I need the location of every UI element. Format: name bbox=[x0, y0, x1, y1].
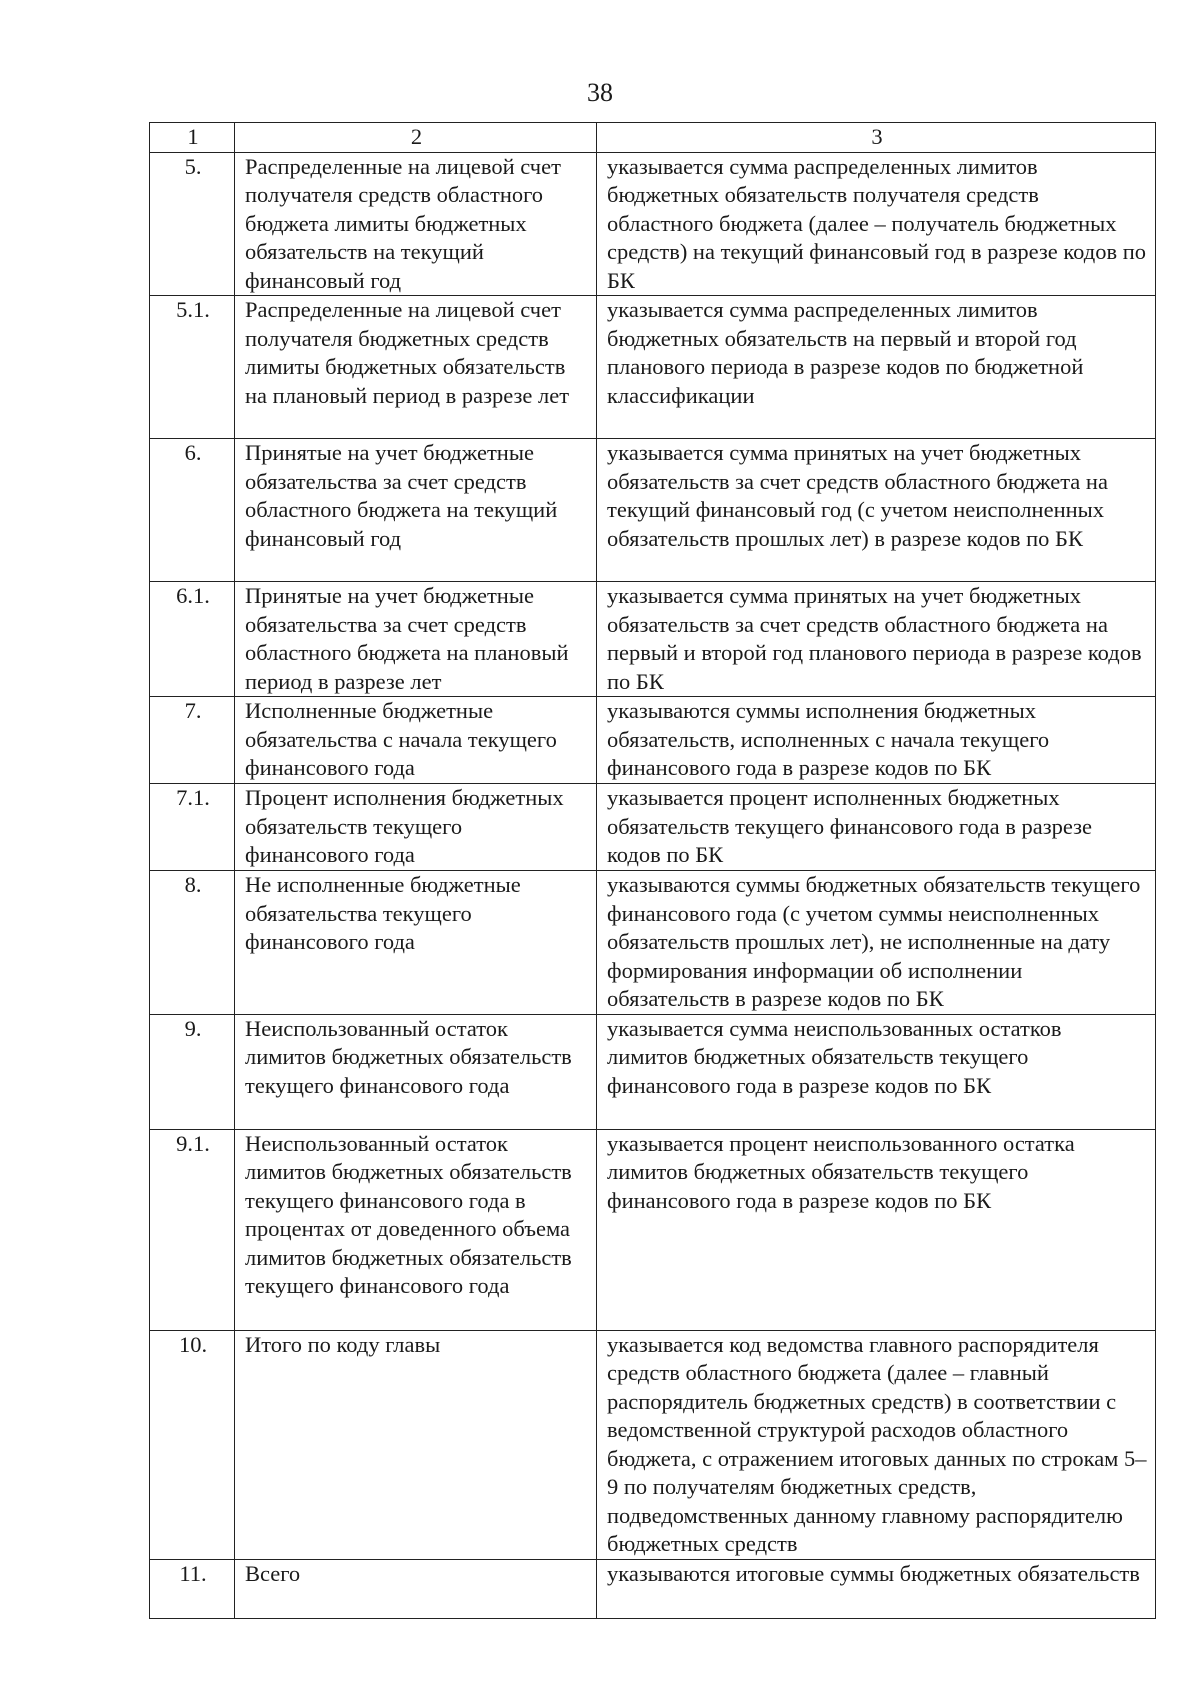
row-indicator-name: Процент исполнения бюджетных обязательств текущего финансового года bbox=[235, 784, 597, 871]
row-description: указываются суммы бюджетных обязательств текущего финансового года (с учетом суммы неисполненных обязательств прошлых лет), не исполненные на дату формирования информации об исполнении обязательств в разрезе кодов по БК bbox=[597, 871, 1156, 1015]
row-indicator-name: Распределенные на лицевой счет получателя бюджетных средств лимиты бюджетных обязательств на плановый период в разрезе лет bbox=[235, 296, 597, 439]
row-number: 5.1. bbox=[150, 296, 235, 439]
table-row bbox=[150, 697, 1156, 784]
row-description: указывается процент неиспользованного остатка лимитов бюджетных обязательств текущего финансового года в разрезе кодов по БК bbox=[597, 1129, 1156, 1330]
table-row bbox=[150, 439, 1156, 582]
row-number: 9. bbox=[150, 1014, 235, 1129]
row-description: указываются суммы исполнения бюджетных обязательств, исполненных с начала текущего финансового года в разрезе кодов по БК bbox=[597, 697, 1156, 784]
row-description: указывается сумма принятых на учет бюджетных обязательств за счет средств областного бюджета на текущий финансовый год (с учетом неисполненных обязательств прошлых лет) в разрезе кодов по БК bbox=[597, 439, 1156, 582]
row-indicator-name: Не исполненные бюджетные обязательства текущего финансового года bbox=[235, 871, 597, 1015]
table-row bbox=[150, 1559, 1156, 1618]
table-row bbox=[150, 784, 1156, 871]
table-row bbox=[150, 871, 1156, 1015]
row-indicator-name: Распределенные на лицевой счет получателя средств областного бюджета лимиты бюджетных обязательств на текущий финансовый год bbox=[235, 152, 597, 296]
page-number: 38 bbox=[587, 78, 613, 107]
header-col-1: 1 bbox=[150, 123, 235, 153]
table-row bbox=[150, 1014, 1156, 1129]
header-col-3: 3 bbox=[597, 123, 1156, 153]
row-number: 7.1. bbox=[150, 784, 235, 871]
row-indicator-name: Принятые на учет бюджетные обязательства за счет средств областного бюджета на текущий финансовый год bbox=[235, 439, 597, 582]
table-row bbox=[150, 296, 1156, 439]
row-description: указывается сумма принятых на учет бюджетных обязательств за счет средств областного бюджета на первый и второй год планового периода в разрезе кодов по БК bbox=[597, 582, 1156, 697]
row-number: 6. bbox=[150, 439, 235, 582]
budget-obligations-table bbox=[149, 122, 1156, 1619]
row-indicator-name: Итого по коду главы bbox=[235, 1330, 597, 1559]
table-row bbox=[150, 582, 1156, 697]
row-number: 8. bbox=[150, 871, 235, 1015]
row-description: указывается процент исполненных бюджетных обязательств текущего финансового года в разрезе кодов по БК bbox=[597, 784, 1156, 871]
row-indicator-name: Всего bbox=[235, 1559, 597, 1618]
table-header-row bbox=[150, 123, 1156, 153]
row-indicator-name: Принятые на учет бюджетные обязательства за счет средств областного бюджета на плановый период в разрезе лет bbox=[235, 582, 597, 697]
row-indicator-name: Неиспользованный остаток лимитов бюджетных обязательств текущего финансового года bbox=[235, 1014, 597, 1129]
row-number: 11. bbox=[150, 1559, 235, 1618]
row-number: 6.1. bbox=[150, 582, 235, 697]
row-description: указывается сумма распределенных лимитов бюджетных обязательств получателя средств областного бюджета (далее – получатель бюджетных средств) на текущий финансовый год в разрезе кодов по БК bbox=[597, 152, 1156, 296]
row-description: указывается сумма распределенных лимитов бюджетных обязательств на первый и второй год планового периода в разрезе кодов по бюджетной классификации bbox=[597, 296, 1156, 439]
row-description: указывается сумма неиспользованных остатков лимитов бюджетных обязательств текущего финансового года в разрезе кодов по БК bbox=[597, 1014, 1156, 1129]
row-description: указывается код ведомства главного распорядителя средств областного бюджета (далее – главный распорядитель бюджетных средств) в соответствии с ведомственной структурой расходов областного бюджета, с отражением итоговых данных по строкам 5–9 по получателям бюджетных средств, подведомственных данному главному распорядителю бюджетных средств bbox=[597, 1330, 1156, 1559]
row-indicator-name: Неиспользованный остаток лимитов бюджетных обязательств текущего финансового года в процентах от доведенного объема лимитов бюджетных обязательств текущего финансового года bbox=[235, 1129, 597, 1330]
row-number: 9.1. bbox=[150, 1129, 235, 1330]
row-indicator-name: Исполненные бюджетные обязательства с начала текущего финансового года bbox=[235, 697, 597, 784]
table-row bbox=[150, 1330, 1156, 1559]
row-description: указываются итоговые суммы бюджетных обязательств bbox=[597, 1559, 1156, 1618]
row-number: 7. bbox=[150, 697, 235, 784]
row-number: 10. bbox=[150, 1330, 235, 1559]
table-row bbox=[150, 1129, 1156, 1330]
row-number: 5. bbox=[150, 152, 235, 296]
header-col-2: 2 bbox=[235, 123, 597, 153]
table-row bbox=[150, 152, 1156, 296]
